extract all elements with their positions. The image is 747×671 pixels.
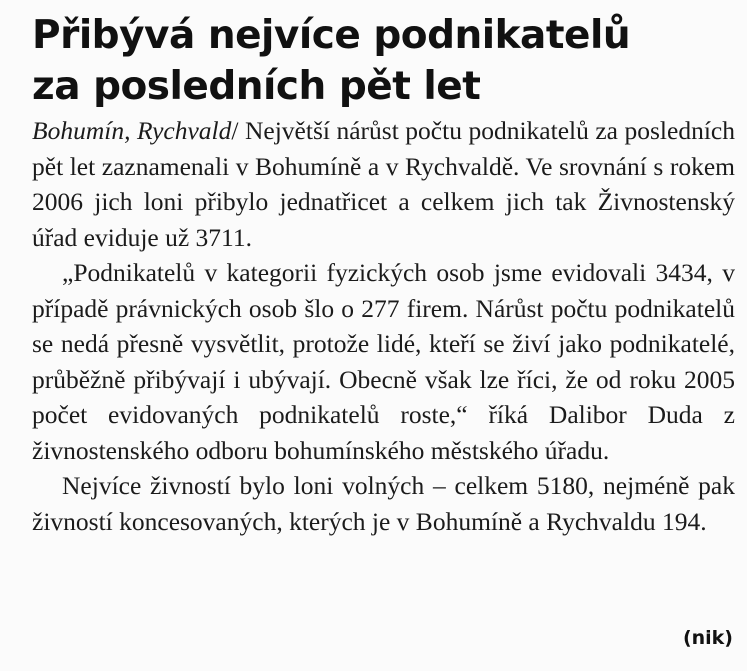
paragraph-1-text: Největší nárůst počtu podnikatelů za posledních pět let zaznamenali v Bohumíně a v Rychvaldě. Ve srovnání s rokem 2006 jich loni přibylo jednatřicet a celkem jich tak Živnostenský úřad eviduje už 3711. bbox=[32, 116, 735, 252]
author-signature: (nik) bbox=[682, 627, 733, 649]
article-paragraph-3: Nejvíce živností bylo loni volných – celkem 5180, nejméně pak živností koncesovaných, kterých je v Bohumíně a Rychvaldu 194. bbox=[32, 471, 735, 536]
dateline-separator: / bbox=[231, 116, 239, 145]
article-paragraph-2: „Podnikatelů v kategorii fyzických osob jsme evidovali 3434, v případě právnických osob šlo o 277 firem. Nárůst počtu podnikatelů se nedá přesně vysvětlit, protože lidé, kteří se živí jako podnikatelé, průběžně přibývají i ubývají. Obecně však lze říci, že od roku 2005 počet evidovaných podnikatelů roste,“ říká Dalibor Duda z živnostenského odboru bohumínského městského úřadu. bbox=[32, 258, 735, 465]
headline-line-1: Přibývá nejvíce podnikatelů bbox=[32, 13, 631, 58]
article-paragraph-1 bbox=[32, 113, 735, 255]
headline-line-2: za posledních pět let bbox=[32, 64, 481, 109]
article-body bbox=[32, 113, 735, 539]
article-headline bbox=[32, 10, 732, 112]
dateline: Bohumín, Rychvald bbox=[32, 116, 232, 145]
